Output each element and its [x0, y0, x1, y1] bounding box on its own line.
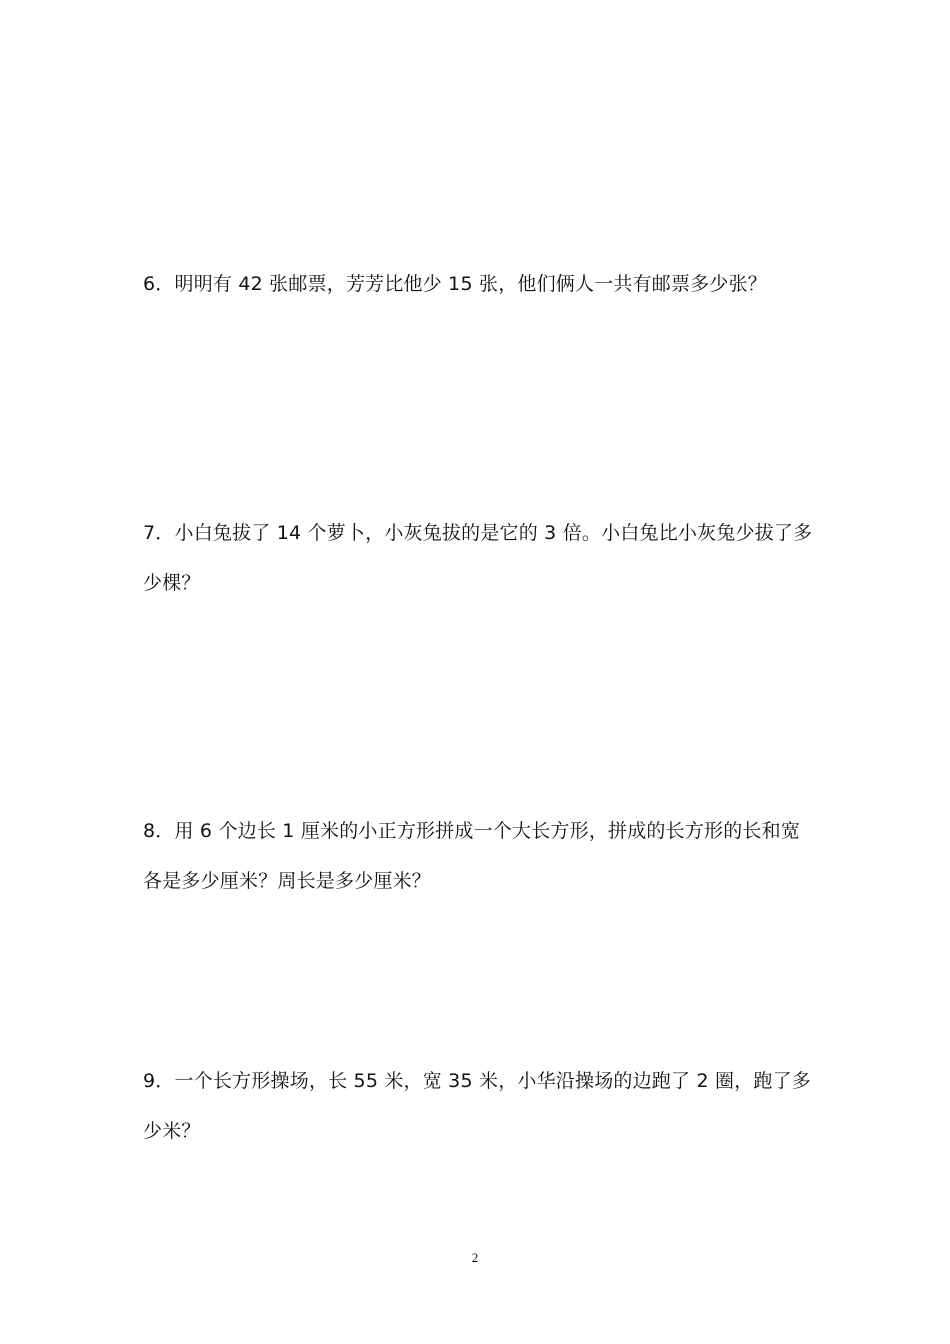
question-9: 9．一个长方形操场，长 55 米，宽 35 米，小华沿操场的边跑了 2 圈，跑了多少米？ [143, 1070, 811, 1142]
question-7: 7．小白兔拔了 14 个萝卜，小灰兔拔的是它的 3 倍。小白兔比小灰兔少拔了多少棵？ [143, 522, 813, 594]
page-number: 2 [471, 1250, 479, 1265]
question-8: 8．用 6 个边长 1 厘米的小正方形拼成一个大长方形，拼成的长方形的长和宽各是多少厘米？周长是多少厘米？ [143, 820, 801, 892]
question-6: 6．明明有 42 张邮票，芳芳比他少 15 张，他们俩人一共有邮票多少张？ [143, 273, 768, 295]
